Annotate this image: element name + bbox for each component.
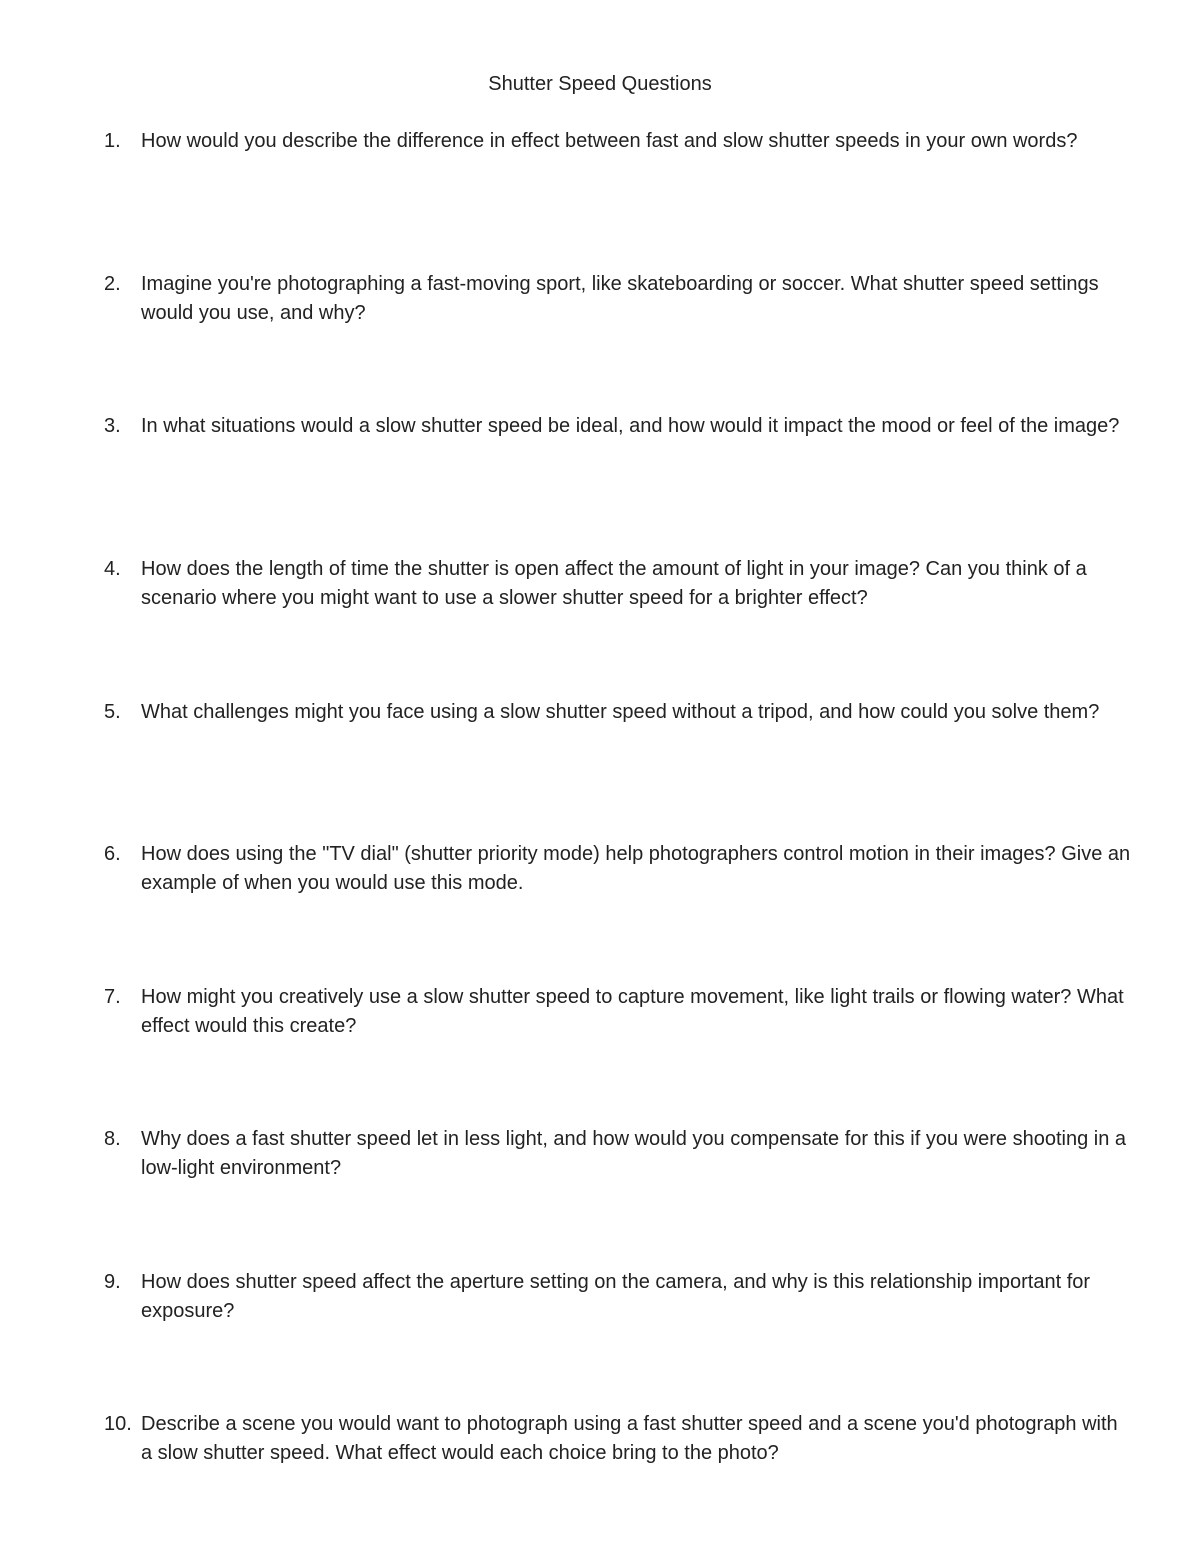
document-title: Shutter Speed Questions [488, 73, 712, 95]
question-text: Why does a fast shutter speed let in less light, and how would you compensate for this if you were shooting in a low-light environment? [141, 1128, 1126, 1179]
question-text: How does the length of time the shutter is open affect the amount of light in your image? Can you think of a scenario where you might want to use a slower shutter speed for a brighter effect? [141, 558, 1087, 609]
question-number: 9. [104, 1271, 121, 1293]
question-item [104, 698, 1134, 727]
question-text: What challenges might you face using a slow shutter speed without a tripod, and how could you solve them? [141, 701, 1100, 723]
question-item [104, 840, 1134, 897]
question-number: 6. [104, 843, 121, 865]
question-number: 10. [104, 1413, 132, 1435]
question-number: 7. [104, 986, 121, 1008]
question-text: How would you describe the difference in effect between fast and slow shutter speeds in your own words? [141, 130, 1078, 152]
question-item [104, 1125, 1134, 1182]
question-number: 4. [104, 558, 121, 580]
question-item [104, 270, 1134, 327]
question-item [104, 1268, 1134, 1325]
question-item [104, 1410, 1134, 1467]
question-item [104, 555, 1134, 612]
question-item [104, 983, 1134, 1040]
question-number: 5. [104, 701, 121, 723]
question-text: How might you creatively use a slow shutter speed to capture movement, like light trails or flowing water? What effect would this create? [141, 986, 1124, 1037]
question-number: 2. [104, 273, 121, 295]
question-text: In what situations would a slow shutter speed be ideal, and how would it impact the mood or feel of the image? [141, 415, 1120, 437]
question-item [104, 127, 1134, 156]
question-text: How does shutter speed affect the aperture setting on the camera, and why is this relationship important for exposure? [141, 1271, 1091, 1322]
question-number: 1. [104, 130, 121, 152]
question-text: Describe a scene you would want to photograph using a fast shutter speed and a scene you'd photograph with a slow shutter speed. What effect would each choice bring to the photo? [141, 1413, 1118, 1464]
question-number: 8. [104, 1128, 121, 1150]
question-text: How does using the "TV dial" (shutter priority mode) help photographers control motion in their images? Give an example of when you would use this mode. [141, 843, 1131, 894]
question-item [104, 412, 1134, 441]
question-number: 3. [104, 415, 121, 437]
question-text: Imagine you're photographing a fast-moving sport, like skateboarding or soccer. What shutter speed settings would you use, and why? [141, 273, 1099, 324]
